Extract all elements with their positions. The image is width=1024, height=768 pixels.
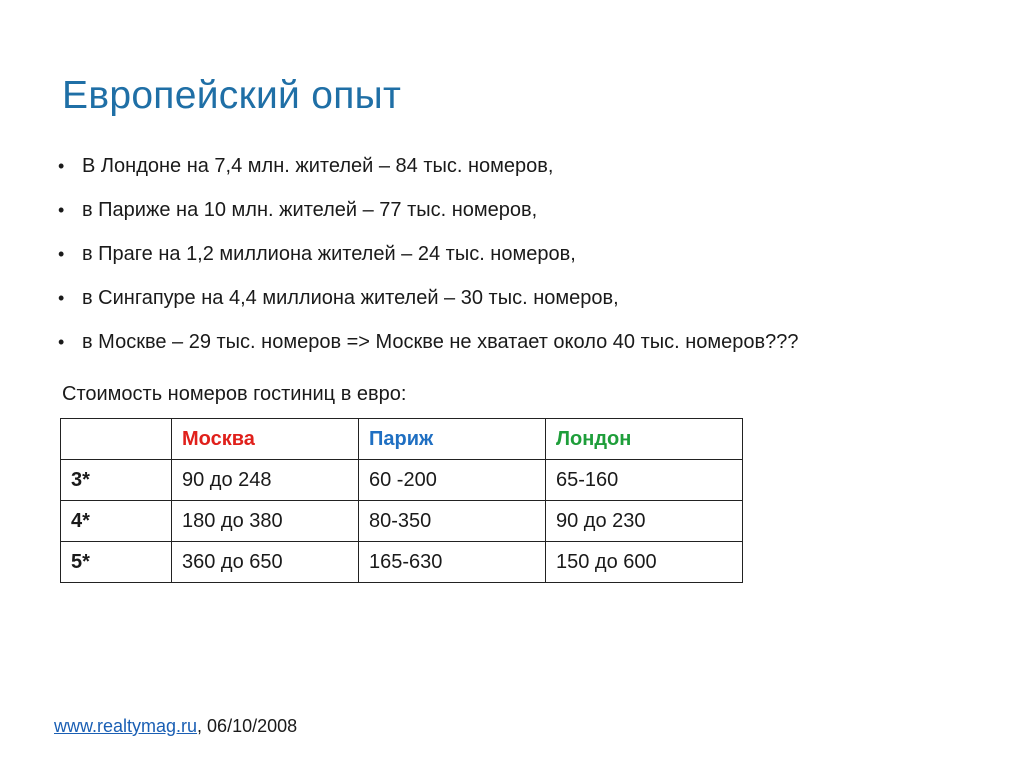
bullet-text: в Париже на 10 млн. жителей – 77 тыс. номеров, <box>82 199 538 221</box>
row-label: 4* <box>61 501 172 542</box>
bullet-text: в Москве – 29 тыс. номеров => Москве не хватает около 40 тыс. номеров??? <box>82 331 799 353</box>
slide-title: Европейский опыт <box>62 74 402 117</box>
table-caption: Стоимость номеров гостиниц в евро: <box>62 383 407 405</box>
header-cell-moscow: Москва <box>172 419 359 460</box>
table-row <box>61 542 743 583</box>
bullet-text: в Сингапуре на 4,4 миллиона жителей – 30 тыс. номеров, <box>82 287 619 309</box>
table-header-row <box>61 419 743 460</box>
table-cell: 360 до 650 <box>172 542 359 583</box>
header-cell-empty <box>61 419 172 460</box>
list-item <box>56 326 799 370</box>
table-row <box>61 460 743 501</box>
header-cell-paris: Париж <box>359 419 546 460</box>
table-cell: 180 до 380 <box>172 501 359 542</box>
price-table <box>60 418 743 583</box>
header-cell-london: Лондон <box>546 419 743 460</box>
table-cell: 90 до 248 <box>172 460 359 501</box>
bullet-text: в Праге на 1,2 миллиона жителей – 24 тыс. номеров, <box>82 243 576 265</box>
list-item <box>56 194 799 238</box>
table-cell: 165-630 <box>359 542 546 583</box>
table-cell: 90 до 230 <box>546 501 743 542</box>
bullet-marker: • <box>58 332 65 352</box>
list-item <box>56 150 799 194</box>
table-cell: 150 до 600 <box>546 542 743 583</box>
row-label: 5* <box>61 542 172 583</box>
bullet-list <box>56 150 799 370</box>
table-cell: 65-160 <box>546 460 743 501</box>
list-item <box>56 282 799 326</box>
list-item <box>56 238 799 282</box>
bullet-marker: • <box>58 288 65 308</box>
table-cell: 80-350 <box>359 501 546 542</box>
footer <box>54 716 297 737</box>
table-cell: 60 -200 <box>359 460 546 501</box>
bullet-marker: • <box>58 244 65 264</box>
table-row <box>61 501 743 542</box>
source-link[interactable]: www.realtymag.ru <box>54 716 198 736</box>
bullet-marker: • <box>58 156 65 176</box>
footer-date: , 06/10/2008 <box>197 716 298 736</box>
row-label: 3* <box>61 460 172 501</box>
bullet-marker: • <box>58 200 65 220</box>
bullet-text: В Лондоне на 7,4 млн. жителей – 84 тыс. номеров, <box>82 155 554 177</box>
